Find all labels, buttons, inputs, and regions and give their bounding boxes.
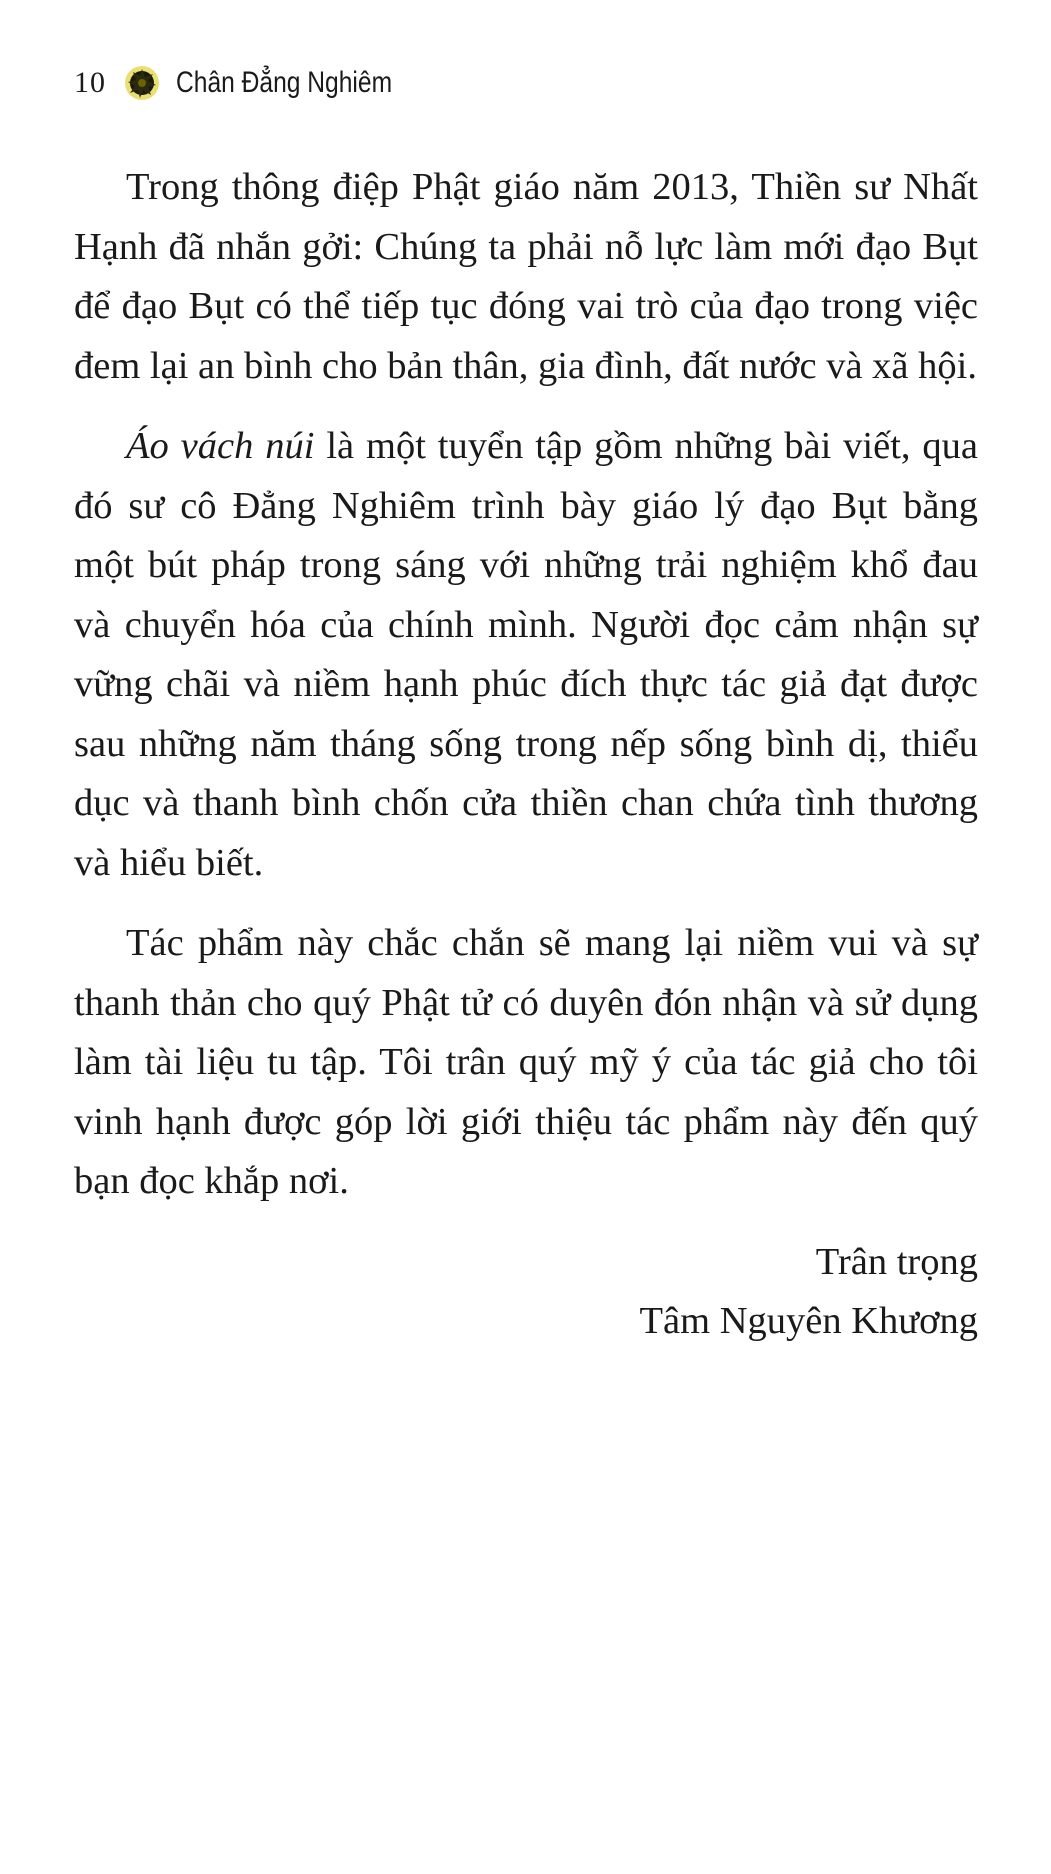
paragraph-1-text: Trong thông điệp Phật giáo năm 2013, Thiền sư Nhất Hạnh đã nhắn gởi: Chúng ta phải nỗ lực làm mới đạo Bụt để đạo Bụt có thể tiếp tục đóng vai trò của đạo trong việc đem lại an bình cho bản thân, gia đình, đất nước và xã hội. xyxy=(74,166,978,387)
page-header xyxy=(74,58,439,108)
book-title: Áo vách núi xyxy=(126,425,315,467)
page-number: 10 xyxy=(74,66,106,99)
body-text xyxy=(74,158,978,1352)
running-title: Chân Đẳng Nghiêm xyxy=(176,66,393,99)
lotus-ornament-icon xyxy=(122,63,162,103)
paragraph-3 xyxy=(74,914,978,1212)
paragraph-1 xyxy=(74,158,978,396)
closing-salutation: Trân trọng xyxy=(815,1240,978,1283)
paragraph-2-text: là một tuyển tập gồm những bài viết, qua đó sư cô Đẳng Nghiêm trình bày giáo lý đạo Bụt bằng một bút pháp trong sáng với những trải nghiệm khổ đau và chuyển hóa của chính mình. Người đọc cảm nhận sự vững chãi và niềm hạnh phúc đích thực tác giả đạt được sau những năm tháng sống trong nếp sống bình dị, thiểu dục và thanh bình chốn cửa thiền chan chứa tình thương và hiểu biết. xyxy=(74,425,979,884)
paragraph-3-text: Tác phẩm này chắc chắn sẽ mang lại niềm vui và sự thanh thản cho quý Phật tử có duyên đón nhận và sử dụng làm tài liệu tu tập. Tôi trân quý mỹ ý của tác giả cho tôi vinh hạnh được góp lời giới thiệu tác phẩm này đến quý bạn đọc khắp nơi. xyxy=(74,922,978,1202)
paragraph-2 xyxy=(74,417,978,893)
signature: Tâm Nguyên Khương xyxy=(639,1300,978,1342)
